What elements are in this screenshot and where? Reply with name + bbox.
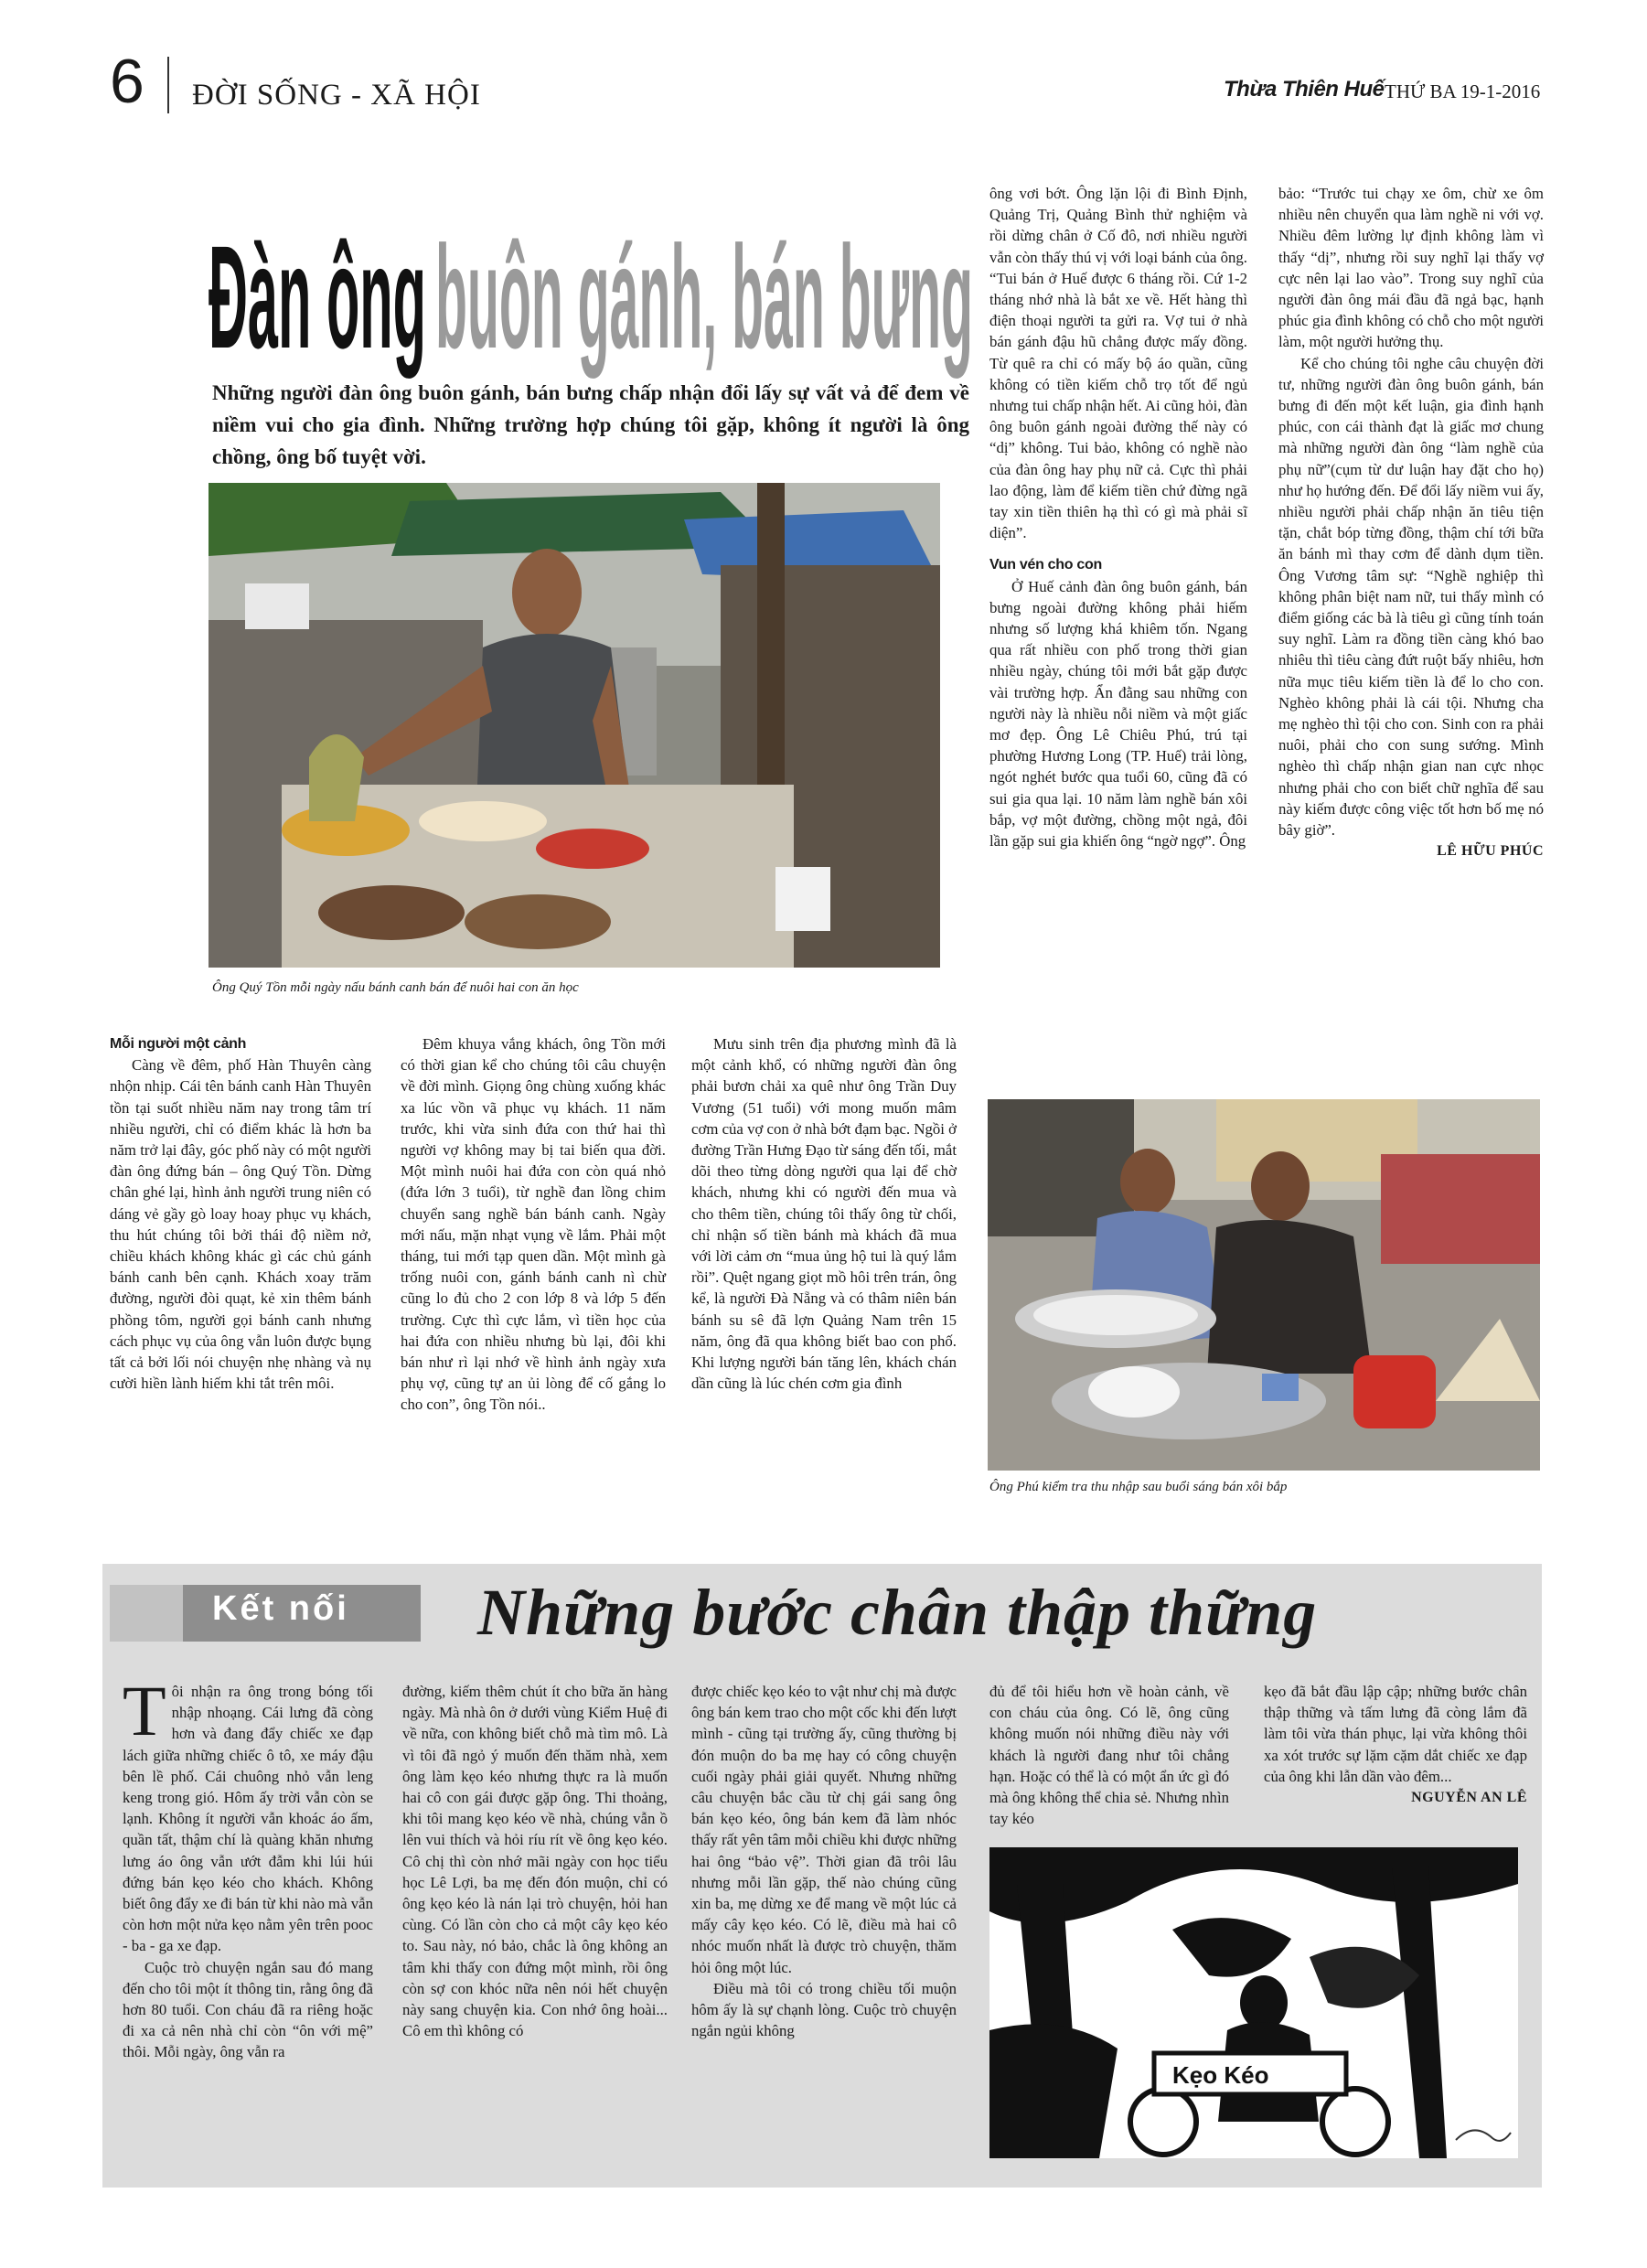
ket-noi-column-3 — [691, 1681, 957, 2041]
article-byline: LÊ HỮU PHÚC — [1437, 843, 1544, 860]
ket-noi-col2-text: đường, kiếm thêm chút ít cho bữa ăn hàng ngày. Mà nhà ôn ở dưới vùng Kiểm Huệ đi về nữa, con không biết chỗ mà tìm mô. Là vì tôi đã ngỏ ý muốn đến thăm nhà, xem ông làm kẹo kéo nhưng thực ra là muốn hai cô con gái được gặp ông. Thi thoảng, khi tôi mang kẹo kéo về nhà, chúng vẫn ồ lên vui thích và hỏi ríu rít về ông kẹo kéo. Cô chị thì còn nhớ mãi ngày con học tiểu học Lê Lợi, ba mẹ đến đón muộn, chỉ có ông kẹo kéo là nán lại trò chuyện, hỏi han cùng. Có lần còn cho cả một cây kẹo kéo to. Sau này, nó bảo, chắc là ông không an tâm khi thấy con đứng một mình, rồi ông còn sợ con khóc nữa nên nói hết chuyện này sang chuyện kia. Con nhớ ông hoài... Cô em thì không có — [402, 1683, 668, 2040]
ket-noi-column-5 — [1264, 1681, 1527, 1808]
article-column-4 — [989, 183, 1247, 851]
ket-noi-byline: NGUYỄN AN LÊ — [1411, 1790, 1527, 1806]
ket-noi-col3b-text: Điều mà tôi có trong chiều tối muộn hôm ấy là sự chạnh lòng. Cuộc trò chuyện ngắn ngủi không — [691, 1979, 957, 2040]
article-column-3 — [691, 1033, 957, 1394]
headline-part2: buôn gánh, bán bưng — [435, 215, 973, 379]
headline-part1: Đàn ông — [209, 215, 426, 379]
photo1-caption: Ông Quý Tồn mỗi ngày nấu bánh canh bán để nuôi hai con ăn học — [212, 980, 579, 995]
ket-noi-label: Kết nối — [212, 1589, 349, 1628]
header-divider — [167, 57, 169, 113]
photo2-caption: Ông Phú kiểm tra thu nhập sau buổi sáng bán xôi bắp — [989, 1480, 1288, 1494]
section-name: ĐỜI SỐNG - XÃ HỘI — [192, 79, 481, 112]
headline — [209, 165, 977, 384]
article-column-2 — [401, 1033, 666, 1416]
article-column-1 — [110, 1033, 371, 1394]
subhead-vun-von: Vun vén cho con — [989, 557, 1102, 573]
ket-noi-col1a-text: ôi nhận ra ông trong bóng tối nhập nhoạng. Cái lưng đã còng hơn và đang đẩy chiếc xe đạp lách giữa những chiếc ô tô, xe máy đậu bên lề phố. Cái chuông nhỏ vẫn leng keng trong gió. Hôm ấy trời vẫn còn se lạnh. Không ít người vẫn khoác áo ấm, quần tất, thậm chí là quàng khăn nhưng lưng áo ông vẫn ướt đẫm khi lúi húi đứng bán kẹo kéo cho khách. Không biết ông đẩy xe đi bán từ khi nào mà vẫn còn hơn một nửa kẹo nằm yên trên pooc - ba - ga xe đạp. — [123, 1683, 373, 1955]
page-number: 6 — [110, 47, 144, 116]
ket-noi-col3a-text: được chiếc kẹo kéo to vật như chị mà được ông bán kem trao cho một cốc khi đến lượt mình - cũng tại trường ấy, cũng thường bị đón muộn do ba mẹ hay có công chuyện cuối ngày phải giải quyết. Nhưng những câu chuyện bắc cầu từ chị gái sang ông bán kẹo kéo, ông bán kem đã làm nhóc thấy rất yên tâm mỗi chiều khi được những hai ông “bảo vệ”. Thời gian đã trôi lâu nhưng mỗi lần gặp, thế nào chúng cũng xin ba, mẹ dừng xe để mang về một lúc cả mấy cây kẹo kéo. Có lẽ, điều mà hai cô nhóc muốn nhất là được trò chuyện, thăm hỏi ông một lúc. — [691, 1683, 957, 1976]
photo-vendor-banh-canh — [209, 483, 940, 968]
article-col1-text: Càng về đêm, phố Hàn Thuyên càng nhộn nhịp. Cái tên bánh canh Hàn Thuyên tồn tại suốt nhiều năm nay trong tâm trí nhiều người, chỉ có điểm khác là hơn ba năm trở lại đây, góc phố này có một người đàn ông đứng bán – ông Quý Tồn. Dừng chân ghé lại, hình ảnh người trung niên có dáng vẻ gầy gò loay hoay phục vụ khách, thu hút chúng tôi bởi thái độ niềm nở, chiều khách không khác gì các chủ gánh bánh canh bên cạnh. Khách xoay trăm đường, người đòi quạt, kẻ xin thêm bánh phồng tôm, người gọi bánh canh nhưng cách phục vụ của ông vẫn luôn được bụng tất cả bởi lối nói chuyện nhẹ nhàng và nụ cười hiền lành hiếm khi tắt trên môi. — [110, 1056, 371, 1393]
article-col2-text: Đêm khuya vắng khách, ông Tồn mới có thời gian kể cho chúng tôi câu chuyện về đời mình. Giọng ông chùng xuống khác xa lúc vồn vã phục vụ khách. 11 năm trước, khi vừa sinh đứa con thứ hai thì người vợ không may bị tai biến qua đời. Một mình nuôi hai đứa con còn quá nhỏ (đứa lớn 3 tuổi), từ nghề đan lồng chim chuyển sang nghề bán bánh canh. Ngày mới nấu, mặn nhạt vụng về lắm. Phải một tháng, tui mới tạp quen dần. Một mình gà trống nuôi con, gánh bánh canh nì chừ cũng lo đủ cho 2 con lớp 8 và lớp 5 đến trường. Cực thì cực lắm, vì tiền học của hai đứa con nhiều nhưng bù lại, đôi khi bán như rì lại nhớ về hình ảnh ngày xưa phụ vợ, cũng tự an ủi lòng để cố gắng lo cho con”, ông Tồn nói.. — [401, 1035, 666, 1414]
ket-noi-column-4 — [989, 1681, 1229, 1829]
article-col4a-text: ông vơi bớt. Ông lặn lội đi Bình Định, Quảng Trị, Quảng Bình thử nghiệm và rồi dừng chân ở Cố đô, nơi nhiều người vẫn còn thấy thú vị với loại bánh của ông. “Tui bán ở Huế được 6 tháng rồi. Cứ 1-2 tháng nhớ nhà là bắt xe về. Hết hàng thì điện thoại người ta gửi ra. Vợ tui ở nhà bán gánh đậu hũ chẳng được mấy đồng. Từ quê ra chỉ có mấy bộ áo quần, cũng không có tiền kiếm chỗ trọ tốt để ngủ nhưng tui chấp nhận hết. Ai cũng hỏi, đàn ông buôn gánh ngoài đường thế này có “dị” không. Tui bảo, không có nghề nào của đàn ông hay phụ nữ cả. Cực thì phải lao động, làm để kiếm tiền chứ đừng ngã tay xin tiền thiên hạ thì có gì mà phải sĩ diện”. — [989, 185, 1247, 542]
drawing-sign-text: Kẹo Kéo — [1172, 2061, 1269, 2089]
ink-drawing-keo-keo — [989, 1847, 1518, 2158]
ket-noi-title: Những bước chân thập thững — [477, 1576, 1318, 1649]
article-col5b-text: Kể cho chúng tôi nghe câu chuyện đời tư, những người đàn ông buôn gánh, bán bưng đi đến một kết luận, gia đình hạnh phúc, con cái thành đạt là giấc mơ chung mà những người đàn ông “làm nghề của phụ nữ”(cụm từ dư luận hay đặt cho họ) như họ hướng đến. Để đổi lấy niềm vui ấy, nhiều người phải chấp nhận ăn tiêu tiện tặn, chắt bóp từng đồng, thậm chí tới bữa ăn bánh mì thay cơm để dành dụm tiền. Ông Vương tâm sự: “Nghề nghiệp thì không phân biệt nam nữ, tui thấy mình có điểm giống các bà là tiêu gì cũng tính toán suy nghĩ. Làm ra đồng tiền càng khó bao nhiêu thì tiêu càng đứt ruột bấy nhiêu, hơn nữa mục tiêu kiếm tiền là để lo cho con. Nghèo không phải là cái tội. Nhưng cha mẹ nghèo thì tội cho con. Sinh con ra phải nuôi, phải cho con sung sướng. Mình nghèo thì chấp nhận gian nan cực nhọc nhưng phải cho con biết chữ nghĩa để sau này kiếm được công việc tốt hơn bố mẹ nó bây giờ”. — [1278, 354, 1544, 840]
ket-noi-col5-text: kẹo đã bắt đầu lập cập; những bước chân thập thững và tấm lưng đã còng lắm đã làm tôi vừa thán phục, lại vừa không thôi xa xót trước sự lặm cặm dắt chiếc xe đạp của ông khi lẫn dần vào đêm... — [1264, 1683, 1527, 1785]
issue-date: THỨ BA 19-1-2016 — [1385, 80, 1541, 102]
subhead-moi-nguoi: Mỗi người một cảnh — [110, 1036, 247, 1052]
article-col5a-text: bảo: “Trước tui chạy xe ôm, chừ xe ôm nhiều nên chuyển qua làm nghề ni với vợ. Nhiều đêm lường lự định không làm vì thấy “dị”, nhưng rồi suy nghĩ lại thấy vợ cực nên lại lao vào”. Trong suy nghĩ của người đàn ông mái đầu đã ngả bạc, hạnh phúc gia đình không có chỗ cho một người làm, một người hưởng thụ. — [1278, 185, 1544, 351]
newspaper-name: Thừa Thiên Huế — [1224, 77, 1385, 102]
article-column-5 — [1278, 183, 1544, 862]
ket-noi-col4-text: đủ để tôi hiểu hơn về hoàn cảnh, về con cháu của ông. Có lẽ, ông cũng không muốn nói những điều này với khách là người đang như tôi chẳng hạn. Hoặc có thể là có một ẩn ức gì đó mà ông không thể chia sẻ. Nhưng nhìn tay kéo — [989, 1683, 1229, 1828]
lede: Những người đàn ông buôn gánh, bán bưng chấp nhận đổi lấy sự vất vả để đem về niềm vui cho gia đình. Những trường hợp chúng tôi gặp, không ít người là ông chồng, ông bố tuyệt vời. — [212, 381, 969, 468]
photo-xoi-bap-vendors — [988, 1099, 1540, 1471]
ket-noi-col1b-text: Cuộc trò chuyện ngắn sau đó mang đến cho tôi một ít thông tin, rằng ông đã hơn 80 tuổi. Con cháu đã ra riêng hoặc đi xa cả nên nhà chỉ còn “ôn với mệ” thôi. Mỗi ngày, ông vẫn ra — [123, 1958, 373, 2061]
ket-noi-column-1 — [123, 1671, 373, 2063]
ket-noi-column-2 — [402, 1681, 668, 2041]
article-col3-text: Mưu sinh trên địa phương mình đã là một cảnh khổ, có những người đàn ông phải bươn chải xa quê như ông Trần Duy Vương (51 tuổi) với mong muốn mâm cơm của vợ con ở nhà bớt đạm bạc. Ngồi ở đường Trần Hưng Đạo từ sáng đến tối, mắt dõi theo từng dòng người qua lại để chờ khách, nhưng khi có người đến mua và cho thêm tiền, chúng tôi thấy ông từ chối, chỉ nhận số tiền bánh mà khách đã mua với lời cảm ơn “mua ủng hộ tui là quý lắm rồi”. Quệt ngang giọt mồ hôi trên trán, ông kể, là người Đà Nẵng và có thâm niên bán bánh su sê đã lợn Quảng Nam trên 15 năm, ông đã qua không biết bao con phố. Khi lượng người bán tăng lên, khách chán dần cũng là lúc chén cơm gia đình — [691, 1035, 957, 1393]
drop-cap: T — [123, 1671, 166, 1750]
article-col4b-text: Ở Huế cảnh đàn ông buôn gánh, bán bưng ngoài đường không phải hiếm nhưng số lượng khá khiêm tốn. Ngang qua rất nhiều con phố trong thời gian nhiều ngày, chúng tôi mới bắt gặp được vài trường hợp. Ẩn đằng sau những con người này là nhiều nỗi niềm và một giấc mơ đẹp. Ông Lê Chiêu Phú, trú tại phường Hương Long (TP. Huế) trải lòng, ngót nghét bước qua tuổi 60, cũng đã có sui gia qua lại. 10 năm làm nghề bán xôi bắp, vợ một đường, chồng một ngả, đôi lần gặp sui gia khiến ông “ngờ ngợ”. Ông — [989, 577, 1247, 850]
